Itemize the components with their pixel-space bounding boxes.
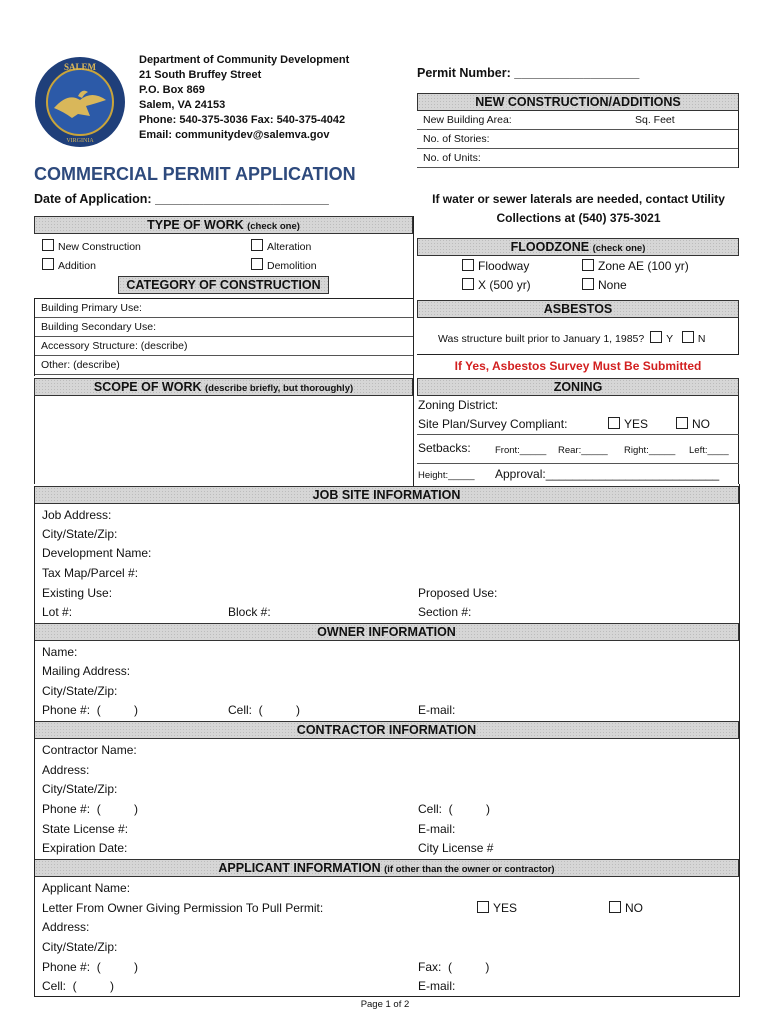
contractor-cell-field[interactable]: Cell: ( ) bbox=[418, 802, 491, 816]
front-setback-field[interactable]: Front:_____ bbox=[495, 445, 547, 456]
addition-option[interactable]: Addition bbox=[42, 256, 96, 276]
applicant-phone-field[interactable]: Phone #: ( ) bbox=[42, 960, 139, 974]
checkbox[interactable] bbox=[608, 417, 620, 429]
development-name-field[interactable]: Development Name: bbox=[42, 546, 152, 560]
tax-map-field[interactable]: Tax Map/Parcel #: bbox=[42, 566, 139, 580]
asbestos-question: Was structure built prior to January 1, 1985? Y N bbox=[438, 333, 706, 345]
date-of-application-field[interactable]: Date of Application: _________________________ bbox=[34, 192, 329, 206]
zoning-heading: ZONING bbox=[417, 378, 739, 396]
demolition-option[interactable]: Demolition bbox=[251, 256, 317, 276]
zoning-district-field[interactable]: Zoning District: bbox=[418, 398, 499, 412]
job-address-field[interactable]: Job Address: bbox=[42, 508, 112, 522]
building-area-field[interactable]: New Building Area: Sq. Feet bbox=[417, 111, 738, 130]
asbestos-no-checkbox[interactable] bbox=[682, 331, 694, 343]
checkbox[interactable] bbox=[582, 278, 594, 290]
divider bbox=[417, 434, 739, 435]
units-field[interactable]: No. of Units: bbox=[417, 149, 738, 168]
contractor-phone-field[interactable]: Phone #: ( ) bbox=[42, 802, 139, 816]
page-number: Page 1 of 2 bbox=[360, 999, 410, 1010]
site-plan-compliant: Site Plan/Survey Compliant: bbox=[418, 417, 568, 431]
applicant-heading: APPLICANT INFORMATION (if other than the owner or contractor) bbox=[34, 859, 739, 877]
scope-heading: SCOPE OF WORK (describe briefly, but thoroughly) bbox=[34, 378, 413, 396]
zone-ae-option[interactable]: Zone AE (100 yr) bbox=[582, 257, 689, 276]
asbestos-warning: If Yes, Asbestos Survey Must Be Submitted bbox=[454, 359, 702, 373]
checkbox[interactable] bbox=[462, 259, 474, 271]
job-city-field[interactable]: City/State/Zip: bbox=[42, 527, 118, 541]
permission-no-option[interactable]: NO bbox=[609, 899, 643, 918]
owner-email-field[interactable]: E-mail: bbox=[418, 703, 456, 717]
contractor-address-field[interactable]: Address: bbox=[42, 763, 90, 777]
city-seal-logo bbox=[34, 56, 126, 148]
checkbox[interactable] bbox=[42, 239, 54, 251]
utility-contact-note: If water or sewer laterals are needed, contact Utility Collections at (540) 375-3021 bbox=[432, 192, 725, 225]
owner-mailing-field[interactable]: Mailing Address: bbox=[42, 664, 131, 678]
left-setback-field[interactable]: Left:____ bbox=[689, 445, 729, 456]
proposed-use-field[interactable]: Proposed Use: bbox=[418, 586, 498, 600]
applicant-city-field[interactable]: City/State/Zip: bbox=[42, 940, 118, 954]
frame-right bbox=[739, 484, 740, 997]
section-field[interactable]: Section #: bbox=[418, 605, 472, 619]
frame-left bbox=[34, 486, 35, 997]
state-license-field[interactable]: State License #: bbox=[42, 822, 129, 836]
type-of-work-heading: TYPE OF WORK (check one) bbox=[34, 216, 413, 234]
applicant-cell-field[interactable]: Cell: ( ) bbox=[42, 979, 115, 993]
svg-text:SALEM: SALEM bbox=[63, 62, 97, 72]
other-describe[interactable]: Other: (describe) bbox=[35, 356, 413, 375]
floodway-option[interactable]: Floodway bbox=[462, 257, 529, 276]
owner-cell-field[interactable]: Cell: ( ) bbox=[228, 703, 301, 717]
checkbox[interactable] bbox=[251, 239, 263, 251]
applicant-address-field[interactable]: Address: bbox=[42, 920, 90, 934]
category-heading: CATEGORY OF CONSTRUCTION bbox=[118, 276, 329, 294]
checkbox[interactable] bbox=[42, 258, 54, 270]
checkbox[interactable] bbox=[462, 278, 474, 290]
x-500-option[interactable]: X (500 yr) bbox=[462, 276, 531, 295]
zoning-no-option[interactable]: NO bbox=[676, 415, 710, 434]
dept-line: 21 South Bruffey Street bbox=[139, 69, 262, 81]
expiration-date-field[interactable]: Expiration Date: bbox=[42, 841, 128, 855]
new-construction-table bbox=[417, 111, 739, 168]
owner-city-field[interactable]: City/State/Zip: bbox=[42, 684, 118, 698]
scope-of-work-textarea[interactable] bbox=[34, 396, 415, 484]
dept-line: P.O. Box 869 bbox=[139, 84, 205, 96]
building-secondary-use[interactable]: Building Secondary Use: bbox=[35, 318, 413, 337]
dept-line: Department of Community Development bbox=[139, 54, 350, 66]
block-field[interactable]: Block #: bbox=[228, 605, 271, 619]
divider bbox=[417, 463, 739, 464]
svg-text:VIRGINIA: VIRGINIA bbox=[66, 138, 94, 144]
accessory-structure[interactable]: Accessory Structure: (describe) bbox=[35, 337, 413, 356]
setbacks-label: Setbacks: bbox=[418, 441, 471, 455]
floodzone-heading: FLOODZONE (check one) bbox=[417, 238, 739, 256]
checkbox[interactable] bbox=[676, 417, 688, 429]
right-setback-field[interactable]: Right:_____ bbox=[624, 445, 676, 456]
height-field[interactable]: Height:_____ bbox=[418, 470, 475, 481]
dept-line: Phone: 540-375-3036 Fax: 540-375-4042 bbox=[139, 114, 346, 126]
city-license-field[interactable]: City License # bbox=[418, 841, 494, 855]
existing-use-field[interactable]: Existing Use: bbox=[42, 586, 113, 600]
lot-field[interactable]: Lot #: bbox=[42, 605, 73, 619]
contractor-heading: CONTRACTOR INFORMATION bbox=[34, 721, 739, 739]
alteration-option[interactable]: Alteration bbox=[251, 237, 311, 257]
asbestos-yes-checkbox[interactable] bbox=[650, 331, 662, 343]
asbestos-heading: ASBESTOS bbox=[417, 300, 739, 318]
department-address-block bbox=[139, 53, 349, 143]
applicant-name-field[interactable]: Applicant Name: bbox=[42, 881, 131, 895]
building-primary-use[interactable]: Building Primary Use: bbox=[35, 299, 413, 318]
permission-letter-label: Letter From Owner Giving Permission To Pull Permit: bbox=[42, 901, 324, 915]
applicant-email-field[interactable]: E-mail: bbox=[418, 979, 456, 993]
job-site-heading: JOB SITE INFORMATION bbox=[34, 486, 739, 504]
checkbox[interactable] bbox=[582, 259, 594, 271]
owner-heading: OWNER INFORMATION bbox=[34, 623, 739, 641]
rear-setback-field[interactable]: Rear:_____ bbox=[558, 445, 608, 456]
approval-field[interactable]: Approval:__________________________ bbox=[495, 467, 720, 481]
zoning-yes-option[interactable]: YES bbox=[608, 415, 648, 434]
new-construction-heading: NEW CONSTRUCTION/ADDITIONS bbox=[417, 93, 739, 111]
permit-number-field[interactable]: Permit Number: __________________ bbox=[417, 66, 640, 80]
checkbox[interactable] bbox=[251, 258, 263, 270]
category-table bbox=[34, 298, 413, 376]
stories-field[interactable]: No. of Stories: bbox=[417, 130, 738, 149]
contractor-email-field[interactable]: E-mail: bbox=[418, 822, 456, 836]
checkbox[interactable] bbox=[477, 901, 489, 913]
applicant-fax-field[interactable]: Fax: ( ) bbox=[418, 960, 490, 974]
none-option[interactable]: None bbox=[582, 276, 627, 295]
new-construction-option[interactable]: New Construction bbox=[42, 237, 141, 257]
checkbox[interactable] bbox=[609, 901, 621, 913]
contractor-city-field[interactable]: City/State/Zip: bbox=[42, 782, 118, 796]
owner-name-field[interactable]: Name: bbox=[42, 645, 78, 659]
dept-line: Email: communitydev@salemva.gov bbox=[139, 129, 330, 141]
column-divider bbox=[413, 216, 414, 486]
frame-bottom bbox=[34, 996, 740, 997]
owner-phone-field[interactable]: Phone #: ( ) bbox=[42, 703, 139, 717]
dept-line: Salem, VA 24153 bbox=[139, 99, 226, 111]
permission-yes-option[interactable]: YES bbox=[477, 899, 517, 918]
contractor-name-field[interactable]: Contractor Name: bbox=[42, 743, 137, 757]
page-title: COMMERCIAL PERMIT APPLICATION bbox=[34, 164, 356, 184]
